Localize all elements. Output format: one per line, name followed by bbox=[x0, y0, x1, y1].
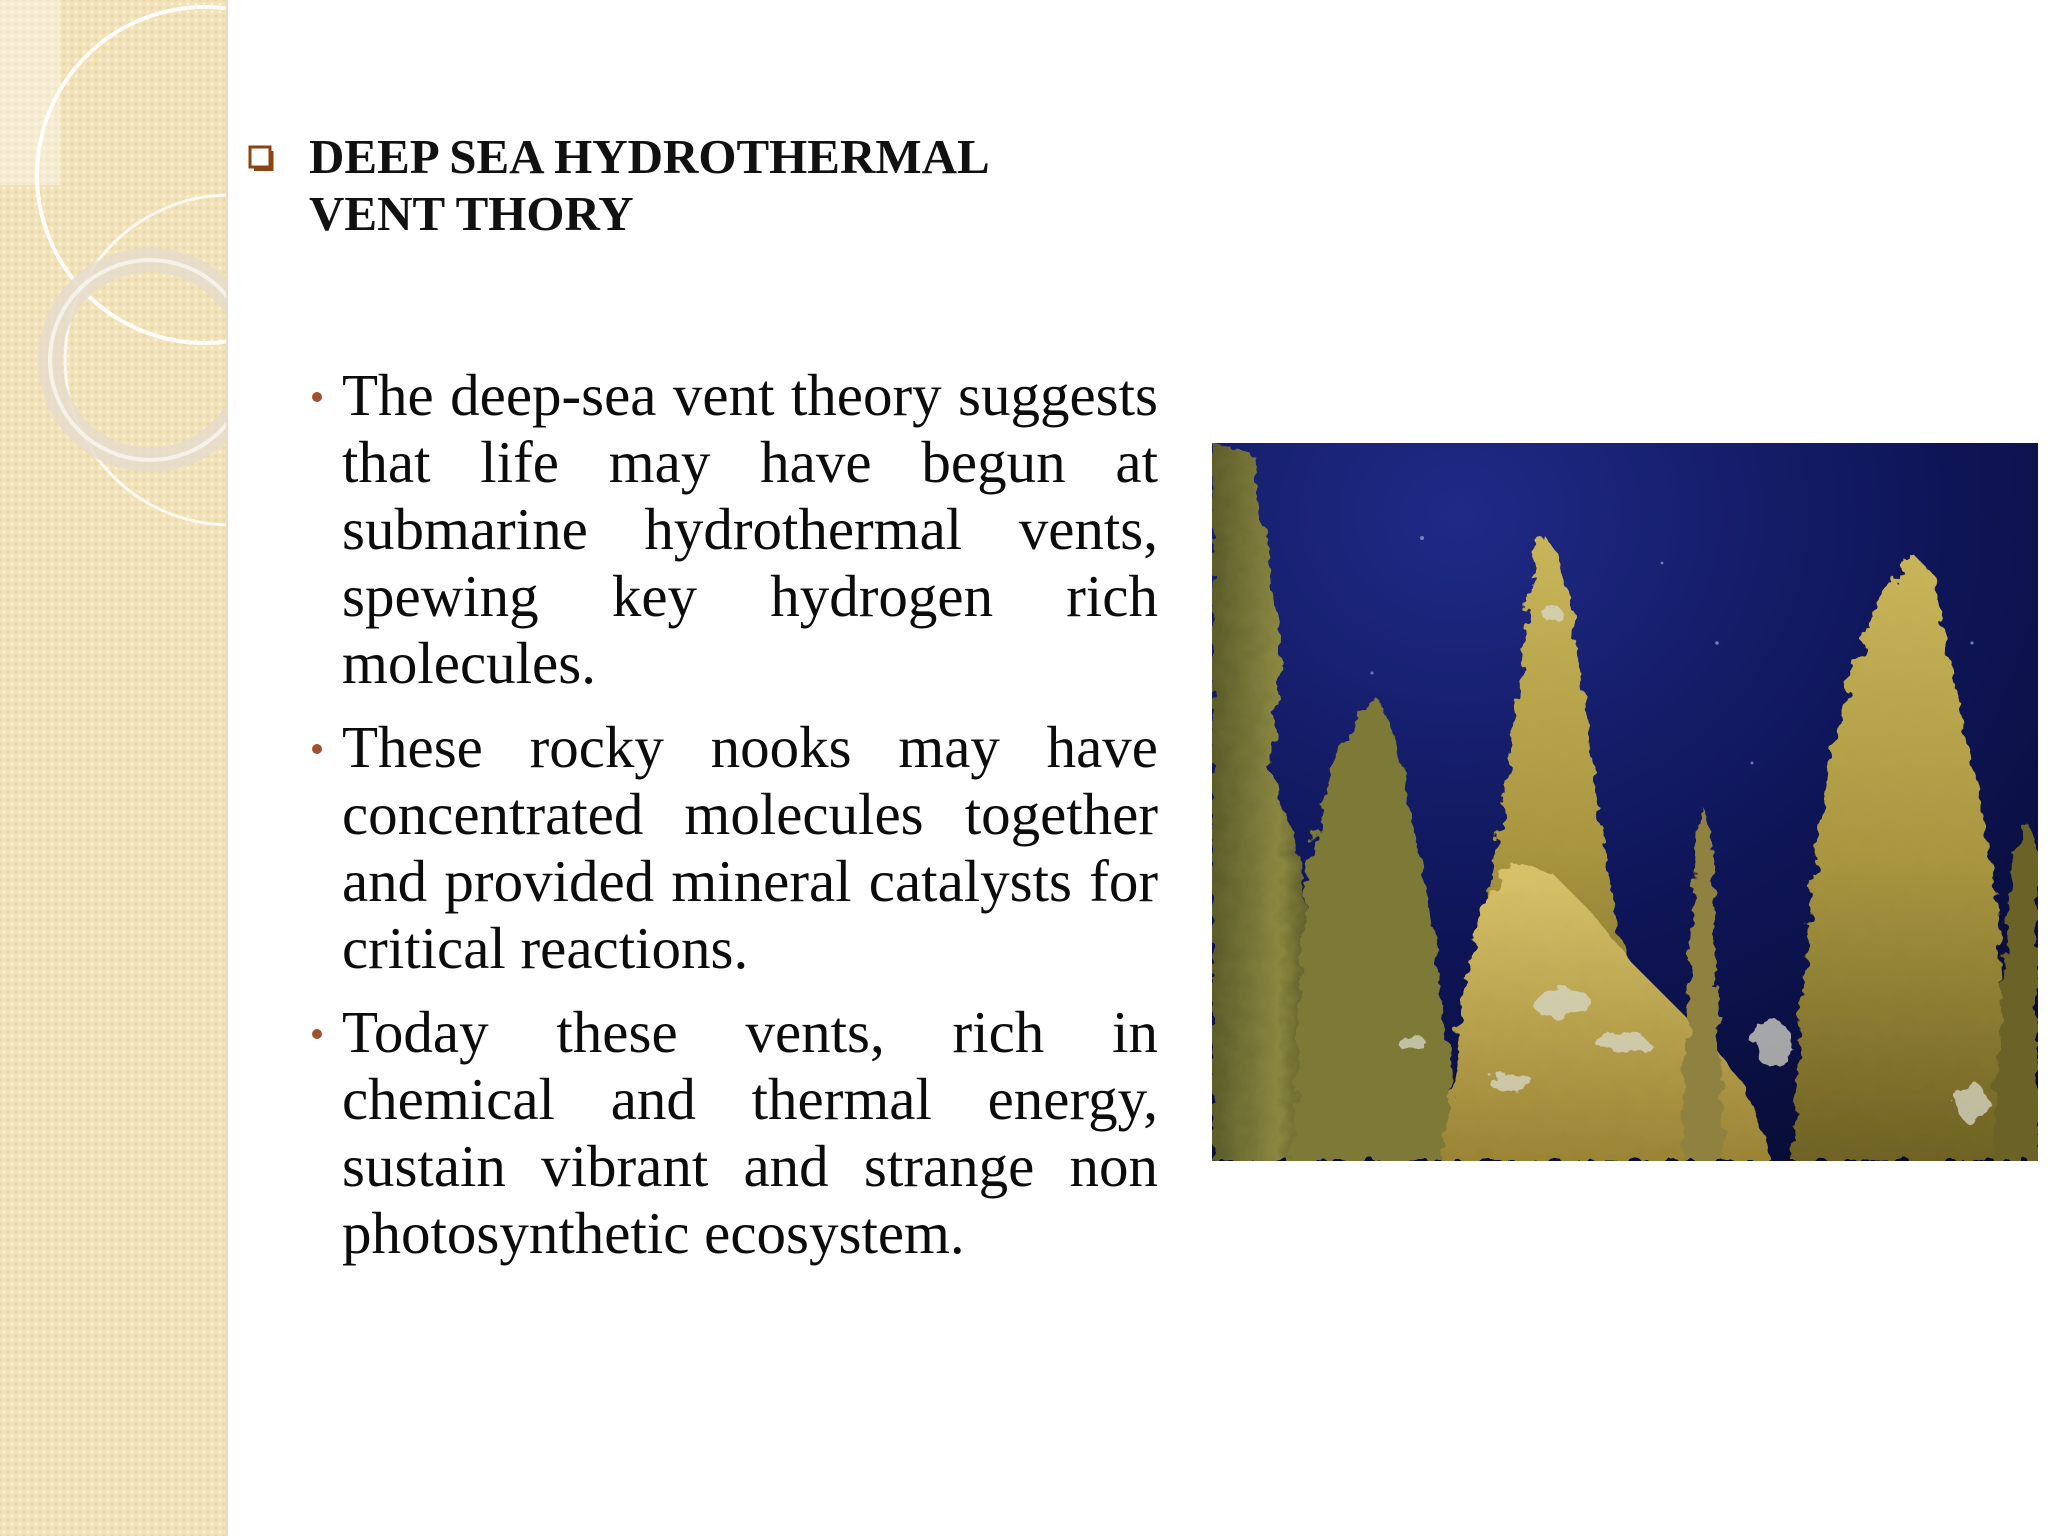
page-title bbox=[309, 128, 1129, 242]
title-line-1: DEEP SEA HYDROTHERMAL bbox=[309, 129, 990, 184]
bullet-icon bbox=[312, 744, 322, 754]
bullet-list bbox=[312, 362, 1158, 1284]
list-item bbox=[312, 714, 1158, 982]
checkbox-square-icon bbox=[245, 134, 277, 182]
decorative-circles bbox=[0, 0, 226, 1536]
bullet-text: The deep-sea vent theory suggests that life may have begun at submarine hydrothermal vents, spewing key hydrogen rich molecules. bbox=[342, 362, 1158, 696]
slide-heading bbox=[245, 128, 1129, 242]
bullet-text: Today these vents, rich in chemical and thermal energy, sustain vibrant and strange non photosynthetic ecosystem. bbox=[342, 999, 1158, 1266]
list-item bbox=[312, 362, 1158, 697]
bullet-text: These rocky nooks may have concentrated molecules together and provided mineral catalysts for critical reactions. bbox=[342, 714, 1158, 981]
decorative-side-band bbox=[0, 0, 228, 1536]
bullet-icon bbox=[312, 1029, 322, 1039]
title-line-2: VENT THORY bbox=[309, 186, 634, 241]
bullet-icon bbox=[312, 392, 322, 402]
hydrothermal-vent-photo bbox=[1212, 443, 2038, 1161]
list-item bbox=[312, 999, 1158, 1267]
